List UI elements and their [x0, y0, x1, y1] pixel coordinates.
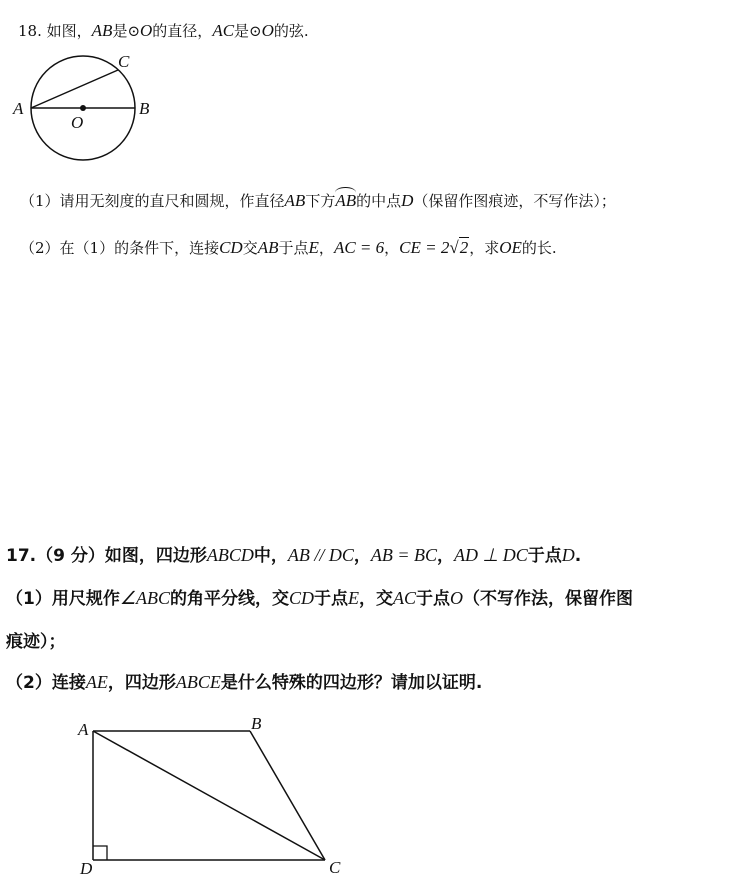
text: 如图，	[46, 22, 92, 40]
text: 交	[242, 239, 258, 257]
text: ，	[437, 546, 455, 566]
side-bc	[250, 731, 325, 860]
text: 的直径，	[152, 22, 213, 40]
math-oe: OE	[499, 238, 522, 257]
math-o: O	[140, 21, 153, 40]
q17-part2	[6, 668, 482, 693]
q17-part1b	[6, 627, 66, 652]
arc-ab: AB	[335, 185, 356, 211]
text: 于点	[278, 239, 309, 257]
trapezoid-figure	[70, 712, 360, 877]
center-dot	[80, 105, 86, 111]
text: （2）在（1）的条件下，连接	[20, 239, 220, 257]
text: 于点	[527, 546, 562, 566]
text: 的角平分线，交	[169, 589, 289, 609]
q18-part2	[20, 237, 557, 258]
text: 痕迹）；	[6, 632, 66, 652]
text: （不写作法，保留作图	[463, 589, 634, 609]
text: （1）用尺规作	[6, 589, 120, 609]
right-angle-mark	[93, 846, 107, 860]
math-d: D	[401, 191, 414, 210]
math-equal: AB = BC	[370, 545, 438, 565]
math-o: O	[450, 588, 464, 608]
math-abcd: ABCD	[206, 545, 254, 565]
math-ab: AB	[284, 191, 306, 210]
math-e: E	[348, 588, 359, 608]
label-b: B	[251, 714, 262, 733]
text: ，	[353, 546, 371, 566]
math-abce: ABCE	[175, 672, 221, 692]
text: 中，	[253, 546, 288, 566]
circle-figure	[8, 50, 158, 170]
math-ab: AB	[91, 21, 113, 40]
math-ac: AC	[212, 21, 235, 40]
q17-line1	[6, 541, 581, 566]
math-sqrt-arg: 2	[459, 238, 469, 257]
text: 的长.	[521, 239, 557, 257]
text: 是什么特殊的四边形？请加以证明.	[220, 673, 483, 693]
label-c: C	[329, 858, 341, 877]
math-o: O	[261, 21, 274, 40]
text: ，四边形	[107, 673, 176, 693]
text: ，	[318, 239, 334, 257]
math-d: D	[561, 545, 575, 565]
text: （保留作图痕迹，不写作法）；	[413, 192, 616, 210]
text: .	[574, 546, 582, 566]
text: （1）请用无刻度的直尺和圆规，作直径	[20, 192, 285, 210]
q17-number: 17.（9 分）如图，四边形	[6, 546, 207, 566]
label-b: B	[139, 99, 150, 118]
math-ab: AB	[257, 238, 279, 257]
text: 的弦.	[273, 22, 309, 40]
text: 下方	[305, 192, 336, 210]
text: ，交	[359, 589, 393, 609]
text: 是⊙	[234, 22, 262, 40]
text: 的中点	[356, 192, 402, 210]
text: 于点	[416, 589, 451, 609]
math-parallel: AB // DC	[287, 545, 354, 565]
q18-line1	[18, 20, 309, 41]
text: （2）连接	[6, 673, 86, 693]
math-angle: ∠ABC	[119, 588, 170, 608]
q17-part1a	[6, 584, 633, 609]
math-perp: AD ⊥ DC	[454, 545, 528, 565]
label-a: A	[78, 720, 89, 739]
q18-number: 18.	[18, 22, 42, 40]
q18-part1	[20, 185, 616, 211]
label-d: D	[80, 859, 93, 877]
chord-ac	[31, 70, 118, 108]
math-ce-eq: CE = 2	[399, 238, 450, 257]
text: 是⊙	[112, 22, 141, 40]
math-e: E	[308, 238, 319, 257]
math-cd: CD	[219, 238, 243, 257]
text: ，	[384, 239, 400, 257]
math-ac: AC	[393, 588, 417, 608]
diagonal-ac	[93, 731, 325, 860]
text: 于点	[314, 589, 348, 609]
math-cd: CD	[288, 588, 314, 608]
label-a: A	[13, 99, 24, 118]
label-c: C	[118, 52, 130, 71]
text: ，求	[469, 239, 500, 257]
label-o: O	[71, 113, 84, 132]
sqrt-sign: √	[449, 238, 459, 257]
math-ac-eq: AC = 6	[333, 238, 385, 257]
math-ae: AE	[85, 672, 108, 692]
